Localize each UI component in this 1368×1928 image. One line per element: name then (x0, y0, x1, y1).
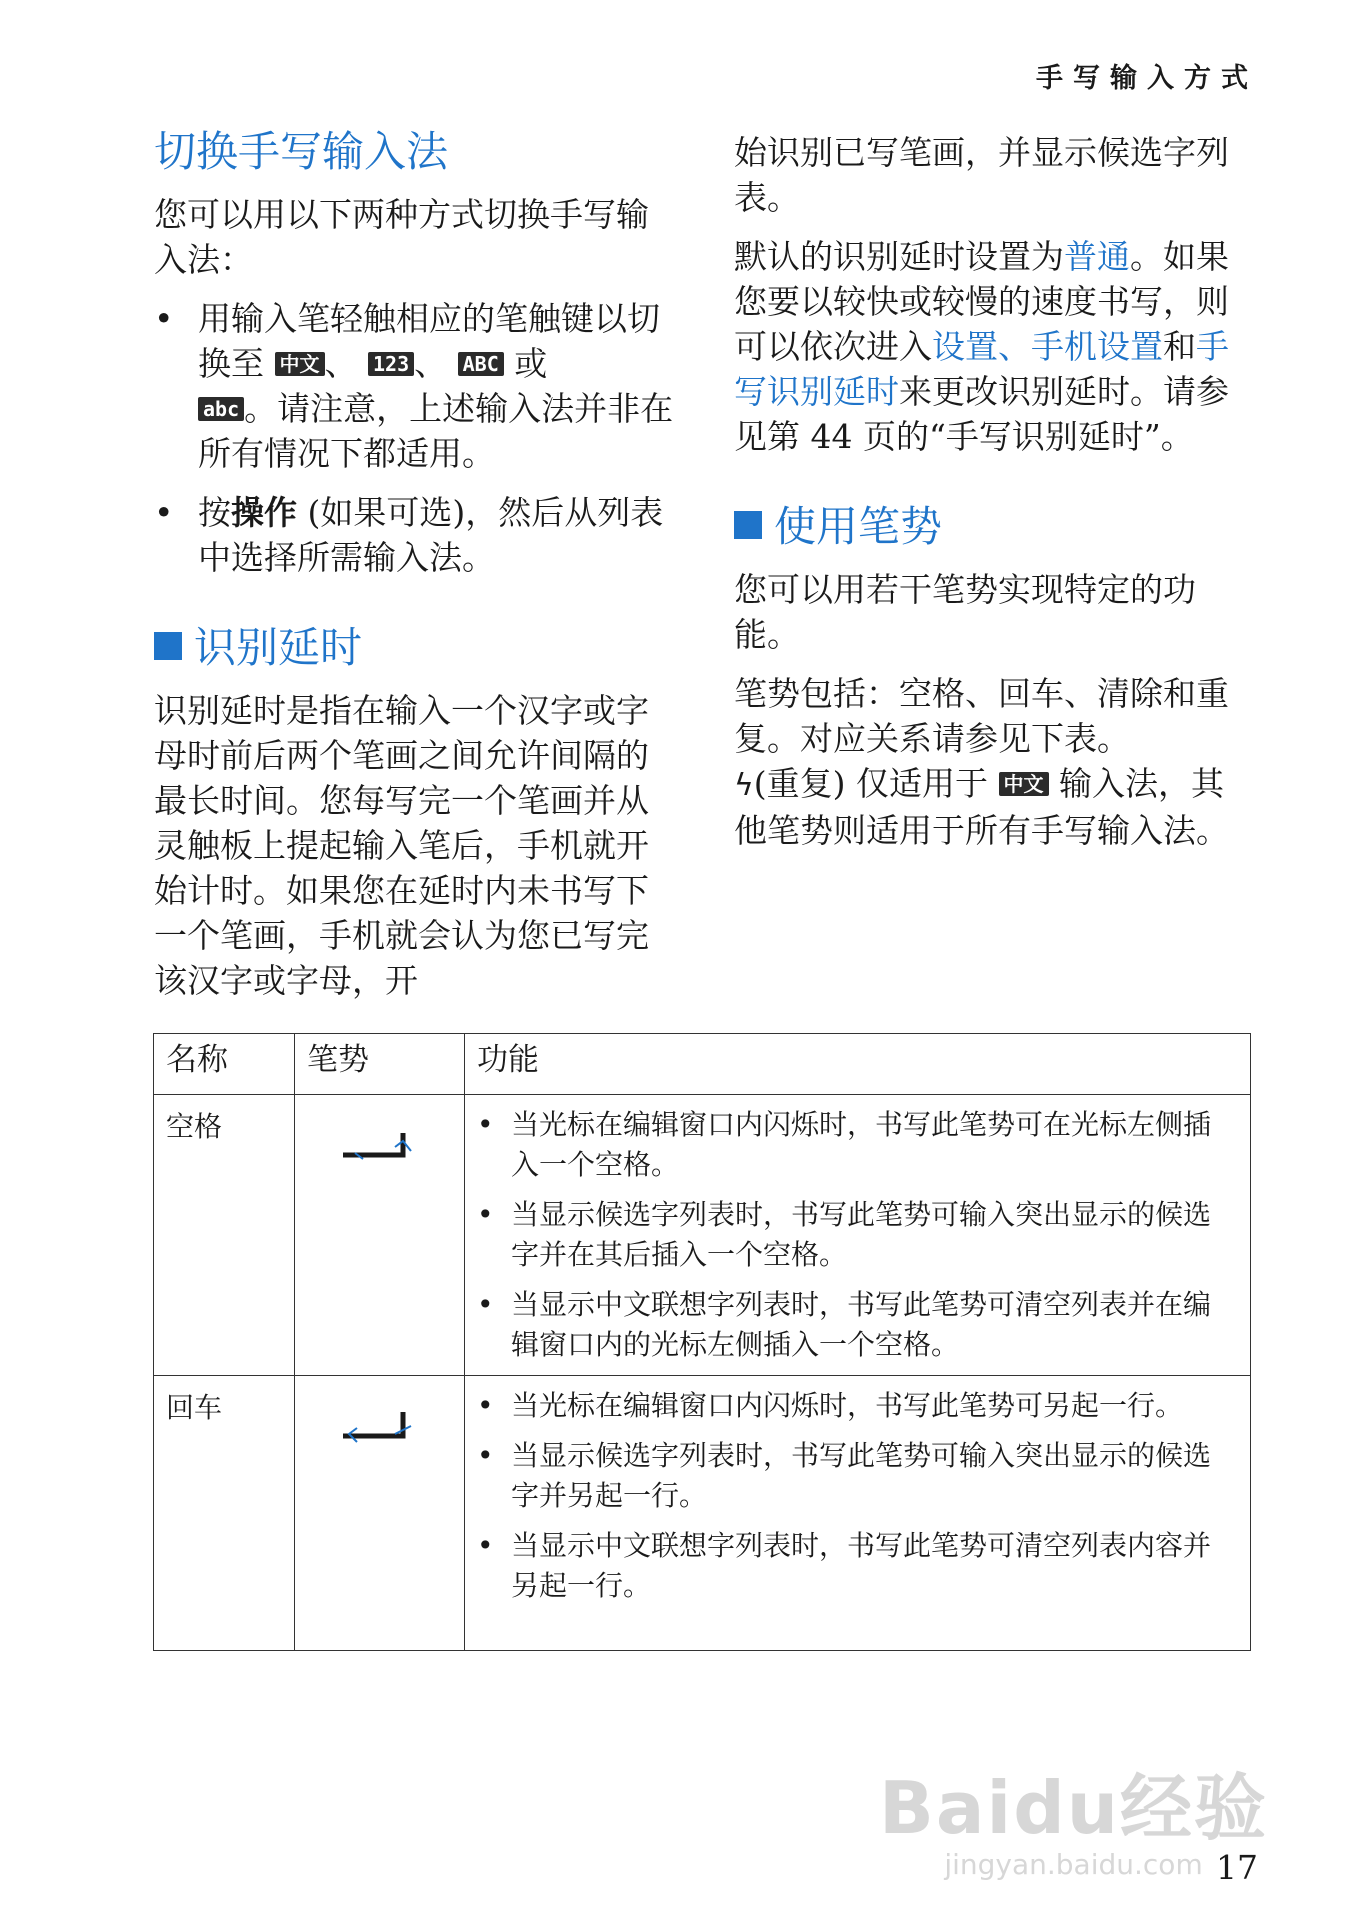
item-text: 当光标在编辑窗口内闪烁时，书写此笔势可在光标左侧插入一个空格。 (511, 1108, 1212, 1181)
heading-gestures (734, 499, 1254, 555)
col-header-gesture: 笔势 (295, 1034, 465, 1095)
sep: 、 (324, 344, 358, 383)
text: 。如果您要以较快或较慢的速度书写，则可以依次进入 (734, 237, 1229, 366)
sep: 、 (998, 327, 1031, 366)
enter-gesture-icon (295, 1376, 465, 1651)
bullet-stylus (154, 296, 674, 476)
link-handwriting-delay[interactable]: 手写识别延时 (734, 327, 1229, 411)
item-text: 当显示候选字列表时，书写此笔势可输入突出显示的候选字并另起一行。 (511, 1439, 1212, 1512)
left-column (154, 124, 674, 1017)
link-normal[interactable]: 普通 (1064, 237, 1130, 276)
options-key-label: 操作 (231, 493, 297, 532)
para-default-delay (734, 234, 1254, 459)
space-gesture-icon (295, 1095, 465, 1376)
text: 和 (1163, 327, 1196, 366)
square-bullet-icon (154, 632, 182, 660)
bullet-text: (如果可选)，然后从列表中选择所需输入法。 (198, 493, 664, 577)
text: 来更改识别延时。请参见第 44 页的“手写识别延时”。 (734, 372, 1229, 456)
list-item: • 当显示中文联想字列表时，书写此笔势可清空列表并在编辑窗口内的光标左侧插入一个空格。 (477, 1285, 1238, 1365)
key-123-icon: 123 (368, 352, 414, 376)
item-text: 当光标在编辑窗口内闪烁时，书写此笔势可另起一行。 (511, 1389, 1184, 1422)
heading-recognition-delay (154, 620, 674, 676)
para-gesture-repeat (734, 761, 1254, 853)
running-header: 手写输入方式 (1036, 63, 1258, 94)
link-phone-settings[interactable]: 手机设置 (1031, 327, 1163, 366)
bullet-dot: • (154, 493, 174, 532)
gesture-table (153, 1033, 1251, 1651)
page-number: 17 (1216, 1848, 1258, 1887)
heading-switch-input: 切换手写输入法 (154, 127, 449, 176)
item-text: 当显示中文联想字列表时，书写此笔势可清空列表内容并另起一行。 (511, 1529, 1212, 1602)
bullet-text: 用输入笔轻触相应的笔触键以切换至 (198, 299, 660, 383)
square-bullet-icon (734, 511, 762, 539)
key-abc-lower-icon: abc (198, 397, 244, 421)
col-header-name: 名称 (154, 1034, 295, 1095)
bullet-text: 。请注意，上述输入法并非在所有情况下都适用。 (198, 389, 674, 473)
watermark-brand: Baidu经验 (879, 1766, 1268, 1850)
row-name: 回车 (154, 1376, 295, 1651)
para-gesture-intro: 您可以用若干笔势实现特定的功能。 (734, 570, 1196, 654)
table-row (154, 1376, 1251, 1651)
row-functions (465, 1095, 1251, 1376)
heading-text: 识别延时 (194, 623, 363, 672)
link-settings[interactable]: 设置 (932, 327, 998, 366)
row-functions (465, 1376, 1251, 1651)
row-name: 空格 (154, 1095, 295, 1376)
list-item: • 当光标在编辑窗口内闪烁时，书写此笔势可另起一行。 (477, 1386, 1238, 1426)
baidu-watermark (879, 1750, 1268, 1881)
bullet-options (154, 490, 674, 580)
list-item: • 当光标在编辑窗口内闪烁时，书写此笔势可在光标左侧插入一个空格。 (477, 1105, 1238, 1185)
heading-text: 使用笔势 (774, 502, 943, 551)
list-item: • 当显示候选字列表时，书写此笔势可输入突出显示的候选字并在其后插入一个空格。 (477, 1195, 1238, 1275)
para-switch-intro: 您可以用以下两种方式切换手写输入法： (154, 195, 649, 279)
right-column (734, 130, 1254, 867)
item-text: 当显示候选字列表时，书写此笔势可输入突出显示的候选字并在其后插入一个空格。 (511, 1198, 1212, 1271)
repeat-bolt-icon: ϟ (734, 768, 754, 803)
para-delay-cont: 始识别已写笔画，并显示候选字列表。 (734, 133, 1229, 217)
para-gesture-list: 笔势包括：空格、回车、清除和重复。对应关系请参见下表。 (734, 674, 1229, 758)
key-chinese-icon: 中文 (275, 352, 325, 376)
table-row (154, 1095, 1251, 1376)
bullet-text: 按 (198, 493, 231, 532)
para-delay: 识别延时是指在输入一个汉字或字母时前后两个笔画之间允许间隔的最长时间。您每写完一个笔画并从灵触板上提起输入笔后，手机就开始计时。如果您在延时内未书写下一个笔画，手机就会认为您已写完该汉字或字母，开 (154, 691, 649, 1000)
key-abc-upper-icon: ABC (458, 352, 504, 376)
item-text: 当显示中文联想字列表时，书写此笔势可清空列表并在编辑窗口内的光标左侧插入一个空格。 (511, 1288, 1212, 1361)
watermark-url: jingyan.baidu.com (944, 1848, 1203, 1881)
list-item: • 当显示中文联想字列表时，书写此笔势可清空列表内容并另起一行。 (477, 1526, 1238, 1606)
text: 输入法，其他笔势则适用于所有手写输入法。 (734, 764, 1229, 850)
key-chinese-icon: 中文 (999, 772, 1049, 796)
text: 默认的识别延时设置为 (734, 237, 1064, 276)
text: (重复) 仅适用于 (753, 764, 989, 803)
list-item: • 当显示候选字列表时，书写此笔势可输入突出显示的候选字并另起一行。 (477, 1436, 1238, 1516)
or-text: 或 (514, 344, 548, 383)
bullet-dot: • (154, 299, 174, 338)
sep: 、 (414, 344, 448, 383)
col-header-function: 功能 (465, 1034, 1251, 1095)
